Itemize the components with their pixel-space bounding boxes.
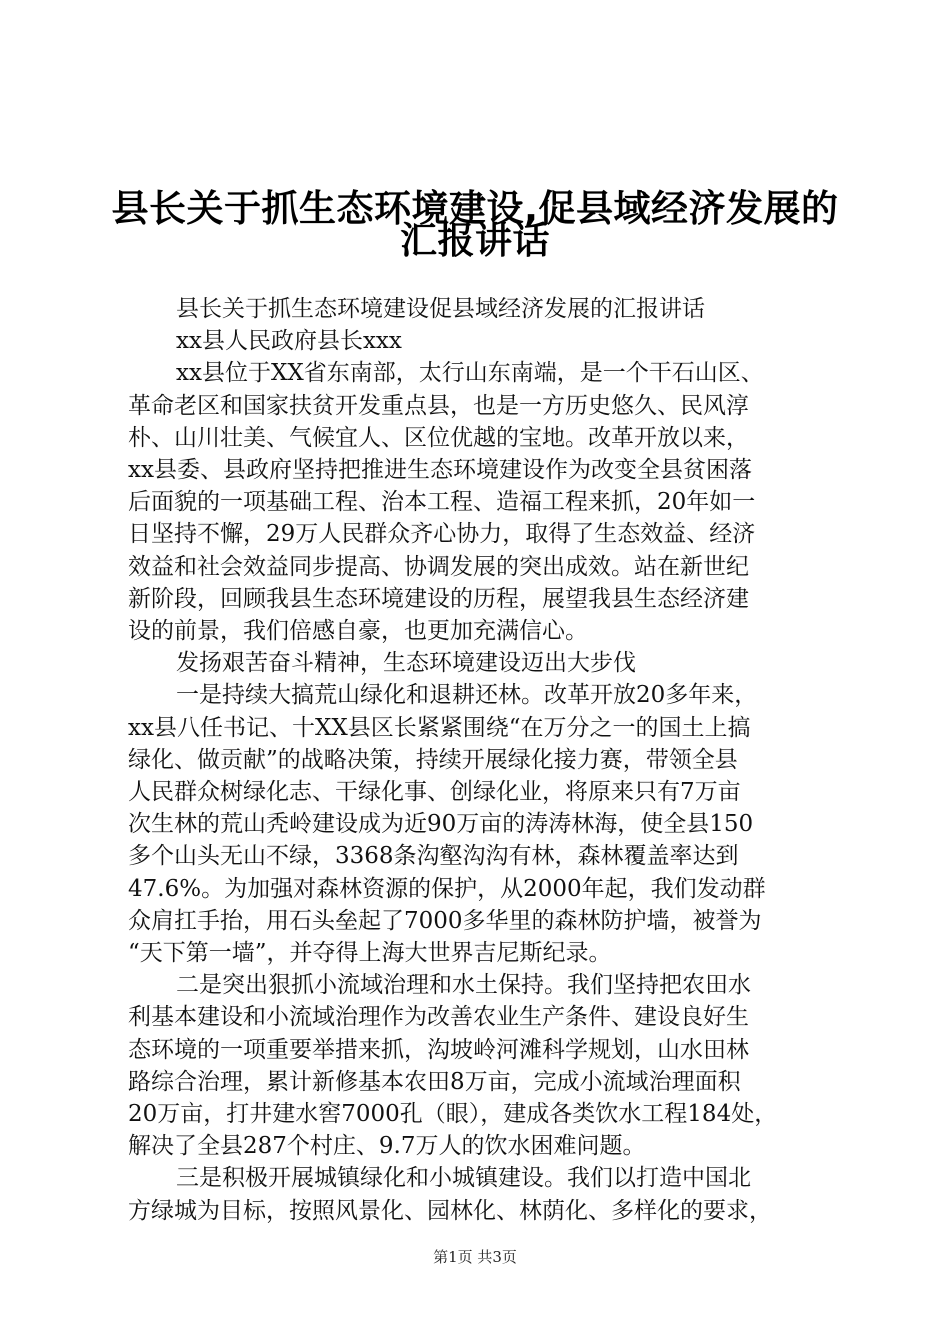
paragraph-point-2: 二是突出狠抓小流域治理和水土保持。我们坚持把农田水 利基本建设和小流域治理作为改善农业生产条件、建设良好生 态环境的一项重要举措来抓，沟坡岭河滩科学规划，山水田林 路综合治理，累计新修基本农田8万亩，完成小流域治理面积 20万亩，打井建水窖7000孔（眼），建成各类饮水工程184处， 解决了全县287个村庄、9.7万人的饮水困难问题。 <box>128 972 778 1160</box>
section-heading: 发扬艰苦奋斗精神，生态环境建设迈出大步伐 <box>176 650 636 677</box>
body-author: xx县人民政府县长xxx <box>176 328 402 355</box>
page-footer: 第1页 共3页 <box>433 1248 517 1266</box>
paragraph-point-3: 三是积极开展城镇绿化和小城镇建设。我们以打造中国北 方绿城为目标，按照风景化、园林化、林荫化、多样化的要求， <box>128 1165 772 1224</box>
document-title-line-1: 县长关于抓生态环境建设,促县域经济发展的 <box>111 187 839 230</box>
paragraph-intro: xx县位于XX省东南部，太行山东南端，是一个干石山区、 革命老区和国家扶贫开发重点县，也是一方历史悠久、民风淳 朴、山川壮美、气候宜人、区位优越的宝地。改革开放以来， xx县委、县政府坚持把推进生态环境建设作为改变全县贫困落 后面貌的一项基础工程、治本工程、造福工程来抓，20年如一 日坚持不懈，29万人民群众齐心协力，取得了生态效益、经济 效益和社会效益同步提高、协调发展的突出成效。站在新世纪 新阶段，回顾我县生态环境建设的历程，展望我县生态经济建 设的前景，我们倍感自豪，也更加充满信心。 <box>128 360 764 645</box>
document-body <box>128 293 838 1227</box>
document-title-line-2: 汇报讲话 <box>400 219 550 262</box>
paragraph-point-1: 一是持续大搞荒山绿化和退耕还林。改革开放20多年来， xx县八任书记、十XX县区长紧紧围绕“在万分之一的国土上搞 绿化、做贡献”的战略决策，持续开展绿化接力赛，带领全县 人民群众树绿化志、干绿化事、创绿化业，将原来只有7万亩 次生林的荒山秃岭建设成为近90万亩的涛涛林海，使全县150 多个山头无山不绿，3368条沟壑沟沟有林，森林覆盖率达到 47.6%。为加强对森林资源的保护，从2000年起，我们发动群 众肩扛手抬，用石头垒起了7000多华里的森林防护墙，被誉为 “天下第一墙”，并夺得上海大世界吉尼斯纪录。 <box>128 682 766 967</box>
body-subtitle: 县长关于抓生态环境建设促县域经济发展的汇报讲话 <box>176 296 705 322</box>
